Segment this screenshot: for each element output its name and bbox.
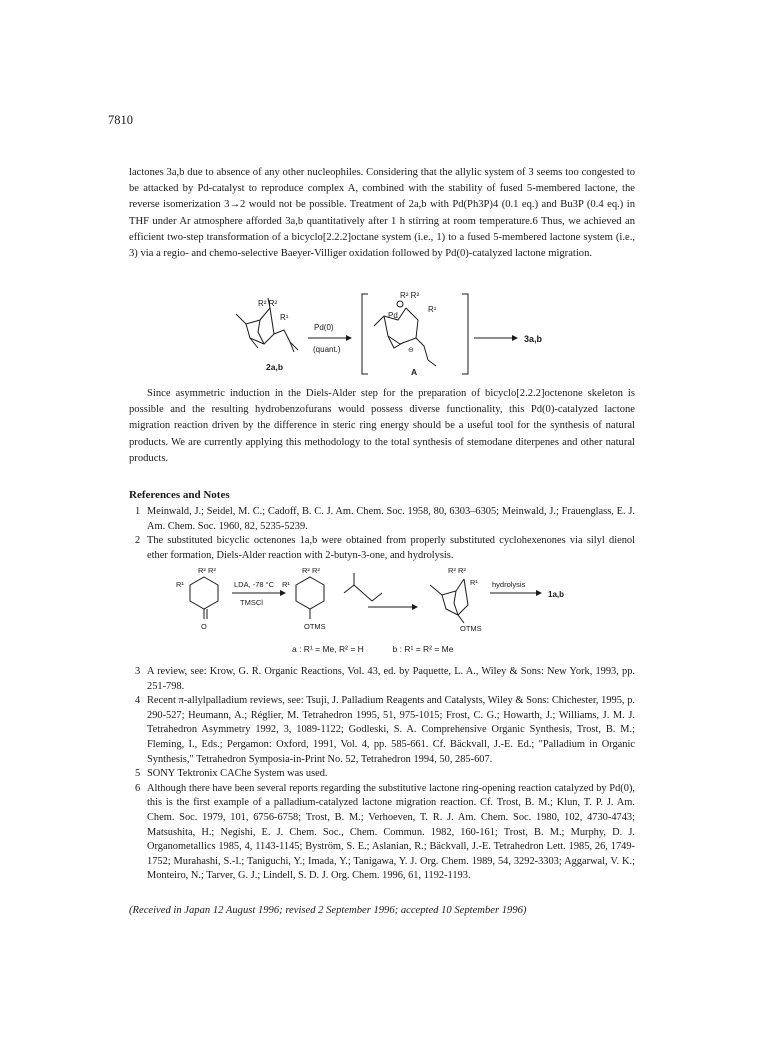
scheme-2: [174, 563, 594, 641]
scheme2-product-1ab: 1a,b: [548, 590, 565, 599]
scheme1-label-2ab: 2a,b: [266, 362, 284, 372]
reference-4: 4 Recent π-allylpalladium reviews, see: Tsuji, J. Palladium Reagents and Catalysts, Wiley & Sons: Chichester, 1995, p. 290-527; Heumann, A.; Réglier, M. Tetrahedron 1995, 51, 975-1015; Frost, C. G.; Howarth, J.; Williams, J. M. J. Tetrahedron Asymmetry 1992, 3, 1089-1122; Godleski, S. A. Comprehensive Organic Synthesis, Trost, B. M.; Fleming, I., Eds.; Pergamon: Oxford, 1991, Vol. 4, pp. 585-661. Cf. Bäckvall, J.-E. Ed.; "Palladium in Organic Synthesis," Tetrahedron Symposia-in-Print No. 52, Tetrahedron 1994, 50, 285-607.: [135, 695, 635, 765]
page-number: 7810: [108, 113, 133, 127]
scheme2-o: O: [201, 622, 207, 631]
scheme1-label-A: A: [411, 367, 418, 377]
references-list-a: [129, 505, 635, 563]
paragraph-1: lactones 3a,b due to absence of any other nucleophiles. Considering that the allylic system of 3 seems too congested to be attacked by Pd-catalyst to reproduce complex A, combined with the stability of fused 5-membered lactone, the reverse isomerization 3→2 would not be possible. Treatment of 2a,b with Pd(Ph3P)4 (0.1 eq.) and Bu3P (0.4 eq.) in THF under Ar atmosphere afforded 3a,b quantitatively after 1 h stirring at room temperature.6 Thus, we achieved an efficient two-step transformation of a bicyclo[2.2.2]octane system (i.e., 1) to a fused 5-membered lactone system (i.e., 3) via a regio- and chemo-selective Baeyer-Villiger oxidation followed by Pd(0)-catalyzed lactone migration.: [129, 167, 635, 260]
bracket-intermediate: [362, 294, 468, 374]
scheme1-r1-A: R¹: [428, 305, 437, 314]
scheme2-reagent-lda: LDA, -78 °C: [234, 580, 275, 589]
scheme2-otms-2: OTMS: [460, 624, 482, 633]
scheme1-label-3ab: 3a,b: [524, 334, 543, 344]
reference-3: 3 A review, see: Krow, G. R. Organic Reactions, Vol. 43, ed. by Paquette, L. A., Wiley & Sons: New York, 1993, pp. 251-798.: [135, 666, 635, 692]
scheme2-reagent-hydrolysis: hydrolysis: [492, 580, 526, 589]
structure-cyclohexenone: [190, 577, 218, 619]
scheme1-r2r2-left: R² R²: [258, 299, 278, 308]
references-list-b: [129, 665, 635, 884]
reference-2: 2 The substituted bicyclic octenones 1a,b were obtained from properly substituted cyclohexenones via silyl dienol ether formation, Diels-Alder reaction with 2-butyn-3-one, and hydrolysis.: [135, 535, 635, 561]
structure-adduct: [430, 579, 468, 623]
scheme2-legend-b: b : R¹ = R² = Me: [392, 644, 454, 654]
scheme2-reagent-tmscl: TMSCl: [240, 598, 263, 607]
paragraph-2: [129, 386, 635, 467]
scheme2-r2r2-c: R² R²: [448, 566, 466, 575]
scheme1-r2r2-A: R² R²: [400, 291, 420, 300]
scheme2-r1-a: R¹: [176, 580, 184, 589]
reference-1: 1 Meinwald, J.; Seidel, M. C.; Cadoff, B. C. J. Am. Chem. Soc. 1958, 80, 6303–6305; Meinwald, J.; Frauenglass, E. J. Am. Chem. Soc. 1960, 82, 5235-5239.: [135, 506, 635, 532]
scheme2-r1-b: R¹: [282, 580, 290, 589]
scheme1-reagent-quant: (quant.): [313, 345, 341, 354]
scheme2-otms-1: OTMS: [304, 622, 326, 631]
scheme1-r1-left: R¹: [280, 313, 289, 322]
scheme1-reagent-pd0: Pd(0): [314, 323, 334, 332]
scheme2-legend: [292, 644, 453, 654]
paragraph-2-text: Since asymmetric induction in the Diels-Alder step for the preparation of bicyclo[2.2.2]octenone skeleton is possible and the resulting hydrobenzofurans would possess diverse functionality, this Pd(0)-catalyzed lactone migration reaction driven by the difference in steric ring energy should be a useful tool for the synthesis of natural products. We are currently applying this methodology to the total synthesis of stemodane diterpenes and other natural products.: [129, 388, 635, 464]
structure-butynone: [344, 573, 382, 601]
scheme2-r2r2-a: R² R²: [198, 566, 216, 575]
references-heading: References and Notes: [129, 489, 230, 501]
received-dates: (Received in Japan 12 August 1996; revised 2 September 1996; accepted 10 September 1996): [129, 905, 527, 916]
scheme2-r1-c: R¹: [470, 578, 478, 587]
scheme2-legend-a: a : R¹ = Me, R² = H: [292, 644, 364, 654]
reference-5: 5 SONY Tektronix CAChe System was used.: [135, 768, 328, 780]
scheme2-r2r2-b: R² R²: [302, 566, 320, 575]
scheme1-minus: ⊖: [408, 347, 414, 354]
reference-6: 6 Although there have been several reports regarding the substitutive lactone ring-opening reaction catalyzed by Pd(0), this is the first example of a palladium-catalyzed lactone migration reaction. Cf. Trost, B. M.; Klun, T. P. J. Am. Chem. Soc. 1979, 101, 6756-6758; Trost, B. M.; Verhoeven, T. R. J. Am. Chem. Soc. 1980, 102, 4730-4743; Matsushita, H.; Negishi, E. J. Chem. Soc., Chem. Commun. 1982, 160-161; Trost, B. M.; Murphy, D. J. Organometallics 1985, 4, 1143-1145; Byström, S. E.; Aslanian, R.; Bäckvall, J.-E. Tetrahedron Lett. 1985, 26, 1749-1752; Murahashi, S.-I.; Taniguchi, Y.; Imada, Y.; Tanigawa, Y. J. Org. Chem. 1989, 54, 3292-3303; Aggarwal, V. K.; Monteiro, N.; Tarver, G. J.; Lindell, S. D. J. Org. Chem. 1996, 61, 1192-1193.: [135, 782, 635, 882]
structure-silyl-dienol: [296, 577, 324, 619]
scheme1-pd: Pd: [388, 311, 398, 320]
scheme-1: [228, 286, 558, 382]
